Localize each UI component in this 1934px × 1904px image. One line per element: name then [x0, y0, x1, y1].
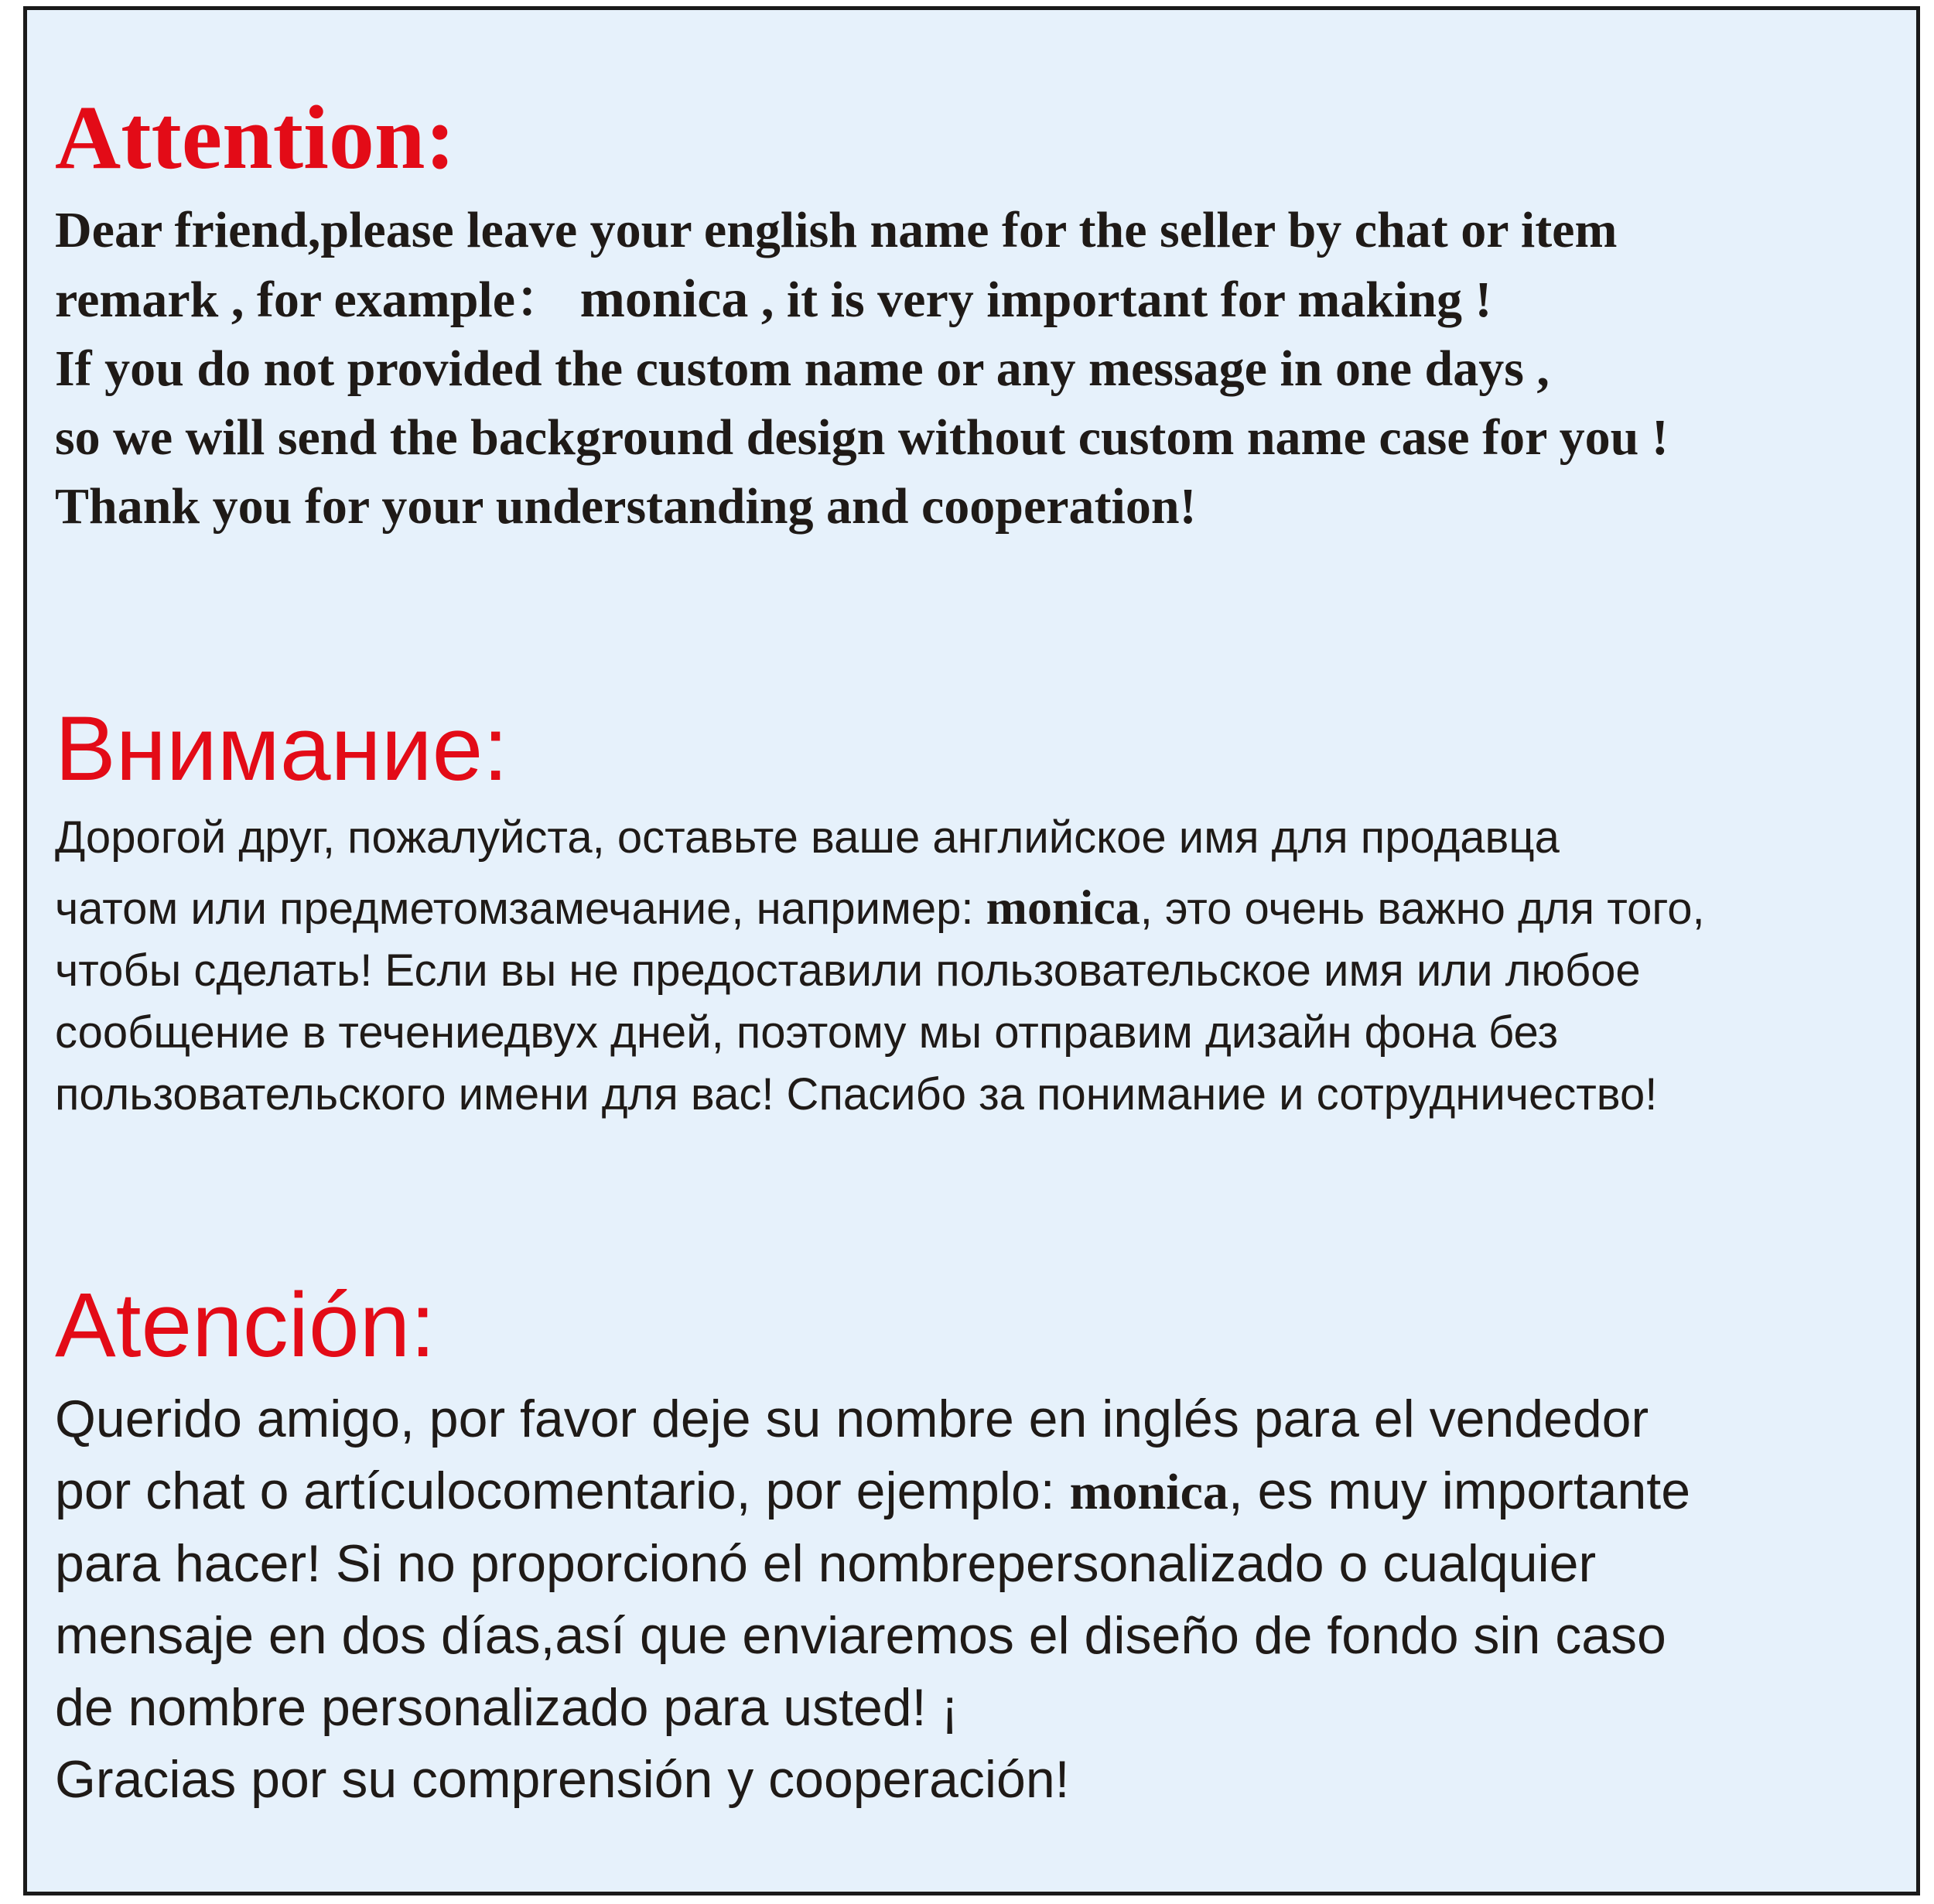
- example-name: monica: [1069, 1464, 1228, 1520]
- spanish-line-4: mensaje en dos días,así que enviaremos el diseño de fondo sin caso: [55, 1606, 1666, 1665]
- english-heading: Attention:: [55, 87, 456, 188]
- example-name: monica: [566, 269, 749, 329]
- spanish-line-1: Querido amigo, por favor deje su nombre en inglés para el vendedor: [55, 1390, 1649, 1448]
- russian-line-2-start: чатом или предметомзамечание, например:: [55, 884, 986, 934]
- spanish-line-6: Gracias por su comprensión y cooperación!: [55, 1750, 1070, 1809]
- english-line-2-end: , it is very important for making !: [748, 272, 1492, 328]
- spanish-heading: Atención:: [55, 1274, 436, 1376]
- spanish-line-5: de nombre personalizado para usted! ¡: [55, 1678, 959, 1737]
- english-line-4: so we will send the background design without custom name case for you !: [55, 409, 1669, 466]
- russian-line-1: Дорогой друг, пожалуйста, оставьте ваше английское имя для продавца: [55, 812, 1560, 863]
- spanish-notice: [55, 1267, 1916, 1816]
- spanish-line-2: [55, 1455, 1916, 1528]
- russian-line-5: пользовательского имени для вас! Спасибо за понимание и сотрудничество!: [55, 1069, 1658, 1119]
- english-line-3: If you do not provided the custom name or any message in one days ,: [55, 340, 1550, 397]
- russian-line-2-end: , это очень важно для того,: [1140, 884, 1705, 934]
- spanish-line-2-start: por chat o artículocomentario, por ejemplo:: [55, 1461, 1070, 1520]
- example-name: monica: [986, 880, 1140, 935]
- notice-panel: [23, 6, 1920, 1895]
- english-line-2-start: remark , for example：: [55, 272, 567, 328]
- spanish-line-2-end: , es muy importante: [1228, 1461, 1691, 1520]
- russian-line-3: чтобы сделать! Если вы не предоставили пользовательское имя или любое: [55, 945, 1641, 996]
- russian-heading: Внимание:: [55, 698, 509, 800]
- english-line-1: Dear friend,please leave your english name for the seller by chat or item: [55, 202, 1618, 258]
- russian-line-2: [55, 869, 1916, 940]
- english-notice: [55, 80, 1916, 541]
- spanish-line-3: para hacer! Si no proporcionó el nombrepersonalizado o cualquier: [55, 1534, 1597, 1593]
- english-line-5: Thank you for your understanding and cooperation!: [55, 478, 1197, 535]
- russian-line-4: сообщение в течениедвух дней, поэтому мы отправим дизайн фона без: [55, 1007, 1559, 1058]
- english-line-2: [55, 265, 1916, 334]
- russian-notice: [55, 691, 1916, 1126]
